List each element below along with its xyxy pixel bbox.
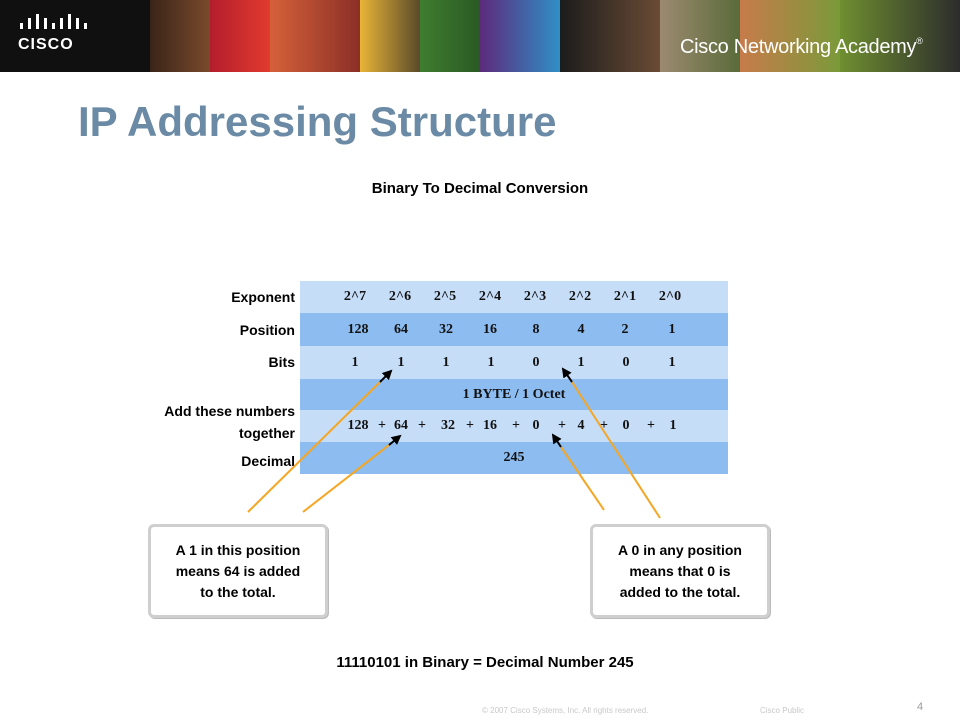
exponent-cells — [300, 281, 728, 313]
page-title: IP Addressing Structure — [78, 98, 557, 145]
callout-right-line-2: means that 0 is — [629, 562, 731, 579]
header-banner — [0, 0, 960, 72]
position-cell: 8 — [532, 321, 540, 337]
sum-cell: 4 — [577, 418, 585, 433]
banner-photo-5 — [420, 0, 480, 72]
exponent-cell: 2^3 — [523, 289, 547, 304]
copyright: © 2007 Cisco Systems, Inc. All rights reserved. — [482, 706, 649, 715]
callout-left-text — [176, 540, 301, 603]
exponent-cell: 2^7 — [343, 289, 367, 304]
cisco-logo-text: CISCO — [18, 36, 74, 53]
row-decimal — [300, 442, 728, 474]
callout-right — [590, 524, 770, 618]
sum-cell: + — [512, 418, 520, 433]
sum-cell: 32 — [441, 418, 455, 433]
exponent-cell: 2^4 — [478, 289, 502, 304]
callout-left-line-3: to the total. — [200, 583, 276, 600]
position-cell: 4 — [577, 321, 585, 337]
row-sum — [300, 410, 728, 442]
sum-cell: 16 — [483, 418, 497, 433]
bit-cell: 0 — [622, 354, 630, 370]
banner-photo-7 — [560, 0, 660, 72]
position-cell: 64 — [394, 321, 408, 337]
row-exponent — [300, 281, 728, 313]
position-cells — [300, 313, 728, 346]
bit-cell: 1 — [668, 354, 676, 370]
row-byte — [300, 379, 728, 410]
position-cell: 128 — [347, 321, 369, 337]
exponent-cell: 2^5 — [433, 289, 457, 304]
callout-right-line-3: added to the total. — [619, 583, 741, 600]
conclusion-text: 11110101 in Binary = Decimal Number 245 — [336, 654, 634, 671]
sum-cells — [300, 410, 728, 442]
sum-cell: + — [558, 418, 566, 433]
bits-cells — [300, 346, 728, 379]
row-bits — [300, 346, 728, 379]
sum-cell: 1 — [669, 418, 677, 433]
position-cell: 2 — [621, 321, 629, 337]
exponent-cell: 2^0 — [658, 289, 682, 304]
label-decimal: Decimal — [241, 453, 295, 469]
exponent-cell: 2^2 — [568, 289, 592, 304]
callout-left — [148, 524, 328, 618]
exponent-cell: 2^6 — [388, 289, 412, 304]
label-add-line1: Add these numbers — [164, 403, 295, 419]
sum-cell: + — [600, 418, 608, 433]
byte-label: 1 BYTE / 1 Octet — [462, 386, 566, 402]
sum-cell: 128 — [347, 418, 369, 433]
banner-photo-3 — [270, 0, 360, 72]
position-cell: 16 — [483, 321, 497, 337]
callout-right-text — [618, 540, 742, 603]
trademark: ® — [916, 36, 923, 46]
subtitle: Binary To Decimal Conversion — [371, 180, 589, 197]
exponent-cell: 2^1 — [613, 289, 637, 304]
label-add-line2: together — [239, 425, 295, 441]
cisco-bridge-icon — [18, 14, 88, 34]
banner-photo-1 — [150, 0, 210, 72]
callout-left-line-1: A 1 in this position — [175, 541, 301, 558]
classification: Cisco Public — [760, 706, 805, 715]
bit-cell: 0 — [532, 354, 540, 370]
page-number: 4 — [917, 701, 924, 713]
bit-cell: 1 — [577, 354, 585, 370]
sum-cell: 0 — [532, 418, 540, 433]
position-cell: 32 — [439, 321, 453, 337]
banner-photo-2 — [210, 0, 270, 72]
decimal-value: 245 — [503, 450, 525, 465]
banner-photo-4 — [360, 0, 420, 72]
sum-cell: + — [378, 418, 386, 433]
academy-title-text: Cisco Networking Academy — [680, 36, 917, 58]
bit-cell: 1 — [351, 354, 359, 370]
bit-cell: 1 — [397, 354, 405, 370]
sum-cell: 64 — [394, 418, 408, 433]
callout-right-line-1: A 0 in any position — [618, 541, 742, 558]
sum-cell: + — [466, 418, 474, 433]
label-bits: Bits — [268, 354, 295, 370]
label-exponent: Exponent — [231, 289, 295, 305]
position-cell: 1 — [668, 321, 676, 337]
label-position: Position — [239, 322, 295, 338]
sum-cell: + — [647, 418, 655, 433]
academy-title — [680, 36, 923, 59]
bit-cell: 1 — [442, 354, 450, 370]
row-position — [300, 313, 728, 346]
cisco-logo — [18, 14, 88, 58]
bit-cell: 1 — [487, 354, 495, 370]
banner-photo-6 — [480, 0, 560, 72]
sum-cell: 0 — [622, 418, 630, 433]
callout-left-line-2: means 64 is added — [175, 562, 301, 579]
sum-cell: + — [418, 418, 426, 433]
